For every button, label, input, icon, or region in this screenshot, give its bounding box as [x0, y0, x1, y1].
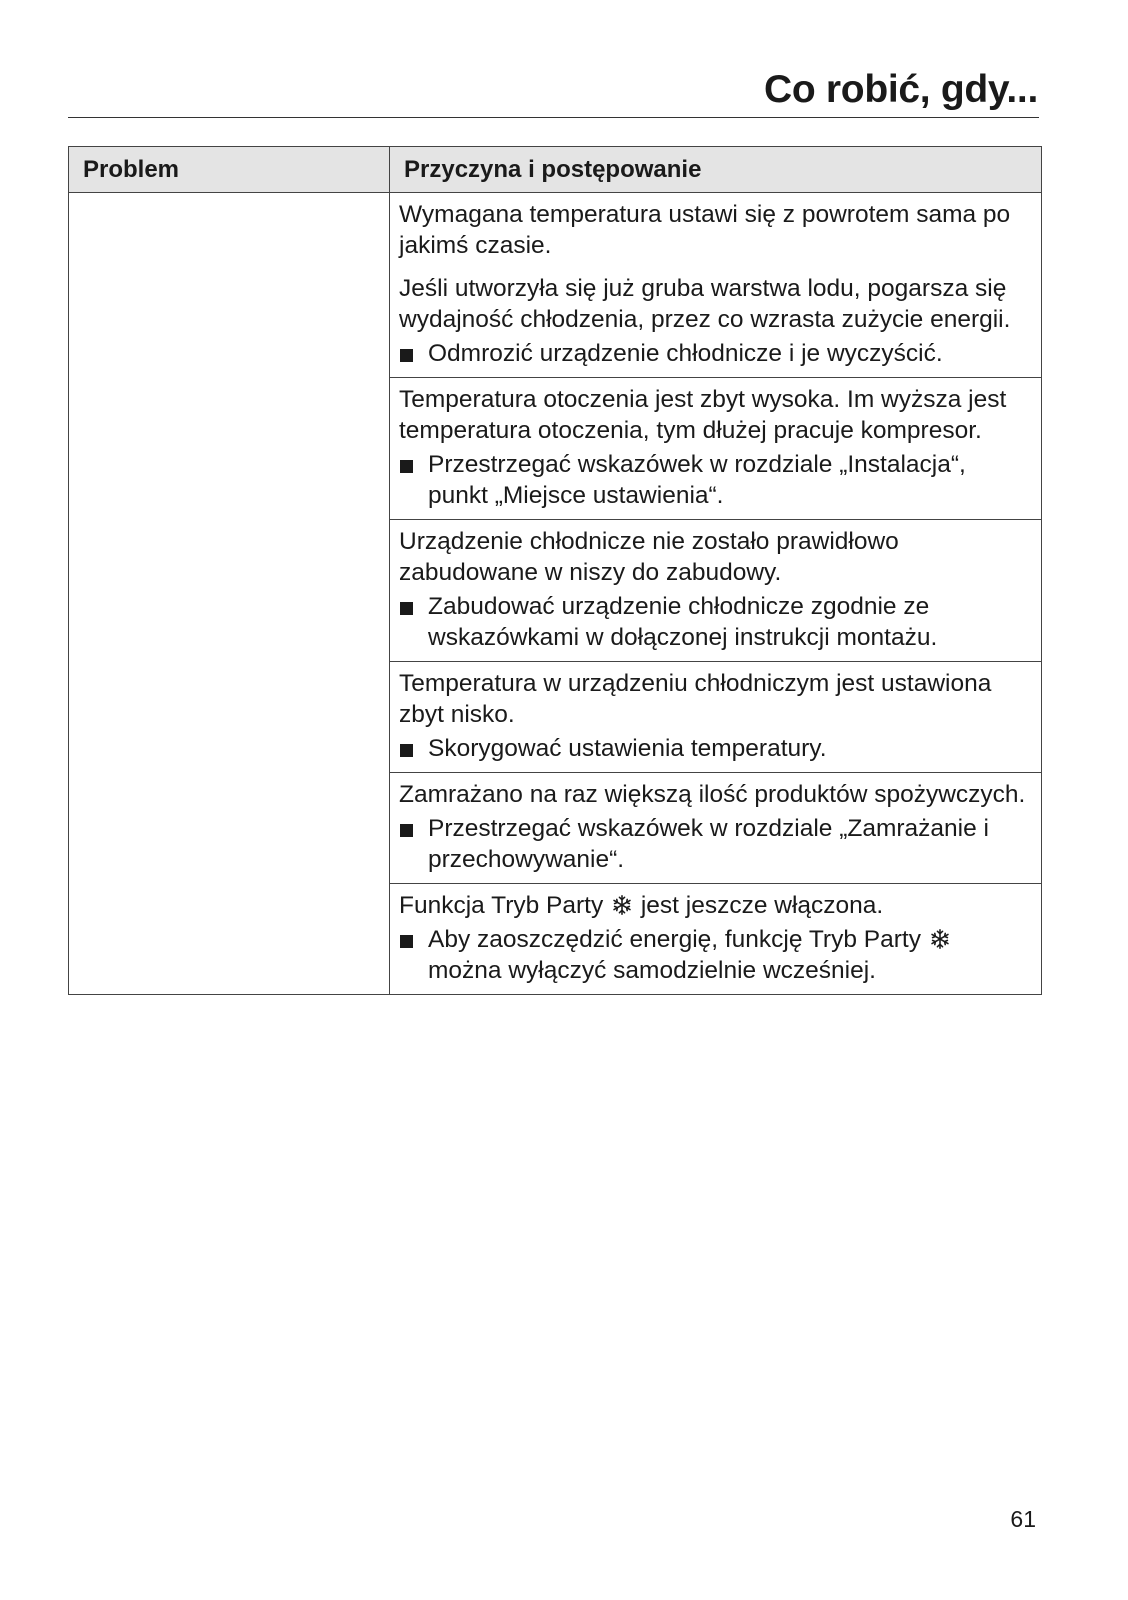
- cause-cell: [390, 378, 1042, 520]
- cause-text-part: jest jeszcze włączona.: [640, 892, 884, 919]
- cause-text: Temperatura otoczenia jest zbyt wysoka. Im wyższa jest temperatura otoczenia, tym dłużej pracuje kompresor.: [399, 386, 1007, 444]
- action-text: Przestrzegać wskazówek w rozdziale „Zamrażanie i przechowywanie“.: [428, 815, 989, 873]
- cause-text: Temperatura w urządzeniu chłodniczym jest ustawiona zbyt nisko.: [399, 670, 992, 728]
- snowflake-icon: [929, 928, 951, 950]
- square-bullet-icon: [400, 460, 413, 473]
- title-divider: [68, 117, 1039, 118]
- page-title: Co robić, gdy...: [764, 68, 1038, 111]
- action-text: Zabudować urządzenie chłodnicze zgodnie ze wskazówkami w dołączonej instrukcji montażu.: [428, 593, 938, 651]
- cause-text: Urządzenie chłodnicze nie zostało prawidłowo zabudowane w niszy do zabudowy.: [399, 528, 899, 586]
- troubleshooting-table: [68, 146, 1042, 995]
- cause-text: Wymagana temperatura ustawi się z powrotem sama po jakimś czasie.: [399, 201, 1011, 259]
- square-bullet-icon: [400, 602, 413, 615]
- action-item: [399, 924, 1027, 986]
- cause-text: Jeśli utworzyła się już gruba warstwa lodu, pogarsza się wydajność chłodzenia, przez co wzrasta zużycie energii.: [399, 275, 1011, 333]
- action-item: [399, 338, 1027, 369]
- header-problem: Problem: [69, 147, 390, 193]
- action-item: [399, 449, 1027, 511]
- action-item: [399, 733, 1027, 764]
- table-row: [69, 193, 1042, 378]
- cause-text: [399, 890, 1027, 921]
- cause-cell: [390, 773, 1042, 884]
- cause-cell: [390, 193, 1042, 378]
- action-text-part: można wyłączyć samodzielnie wcześniej.: [428, 957, 876, 984]
- action-text: Odmrozić urządzenie chłodnicze i je wyczyścić.: [428, 340, 943, 367]
- header-cause-and-action: Przyczyna i postępowanie: [390, 147, 1042, 193]
- cause-text: Zamrażano na raz większą ilość produktów spożywczych.: [399, 781, 1026, 808]
- square-bullet-icon: [400, 744, 413, 757]
- table-header-row: [69, 147, 1042, 193]
- square-bullet-icon: [400, 824, 413, 837]
- action-text-part: Aby zaoszczędzić energię, funkcję Tryb Party: [428, 926, 921, 953]
- cause-cell: [390, 520, 1042, 662]
- action-text: Przestrzegać wskazówek w rozdziale „Instalacja“, punkt „Miejsce ustawienia“.: [428, 451, 966, 509]
- problem-cell: [69, 193, 390, 995]
- square-bullet-icon: [400, 349, 413, 362]
- square-bullet-icon: [400, 935, 413, 948]
- action-text: Skorygować ustawienia temperatury.: [428, 735, 827, 762]
- snowflake-icon: [611, 894, 633, 916]
- page-number: 61: [1010, 1506, 1036, 1532]
- cause-cell: [390, 662, 1042, 773]
- action-item: [399, 591, 1027, 653]
- cause-text-part: Funkcja Tryb Party: [399, 892, 604, 919]
- action-item: [399, 813, 1027, 875]
- cause-cell: [390, 884, 1042, 995]
